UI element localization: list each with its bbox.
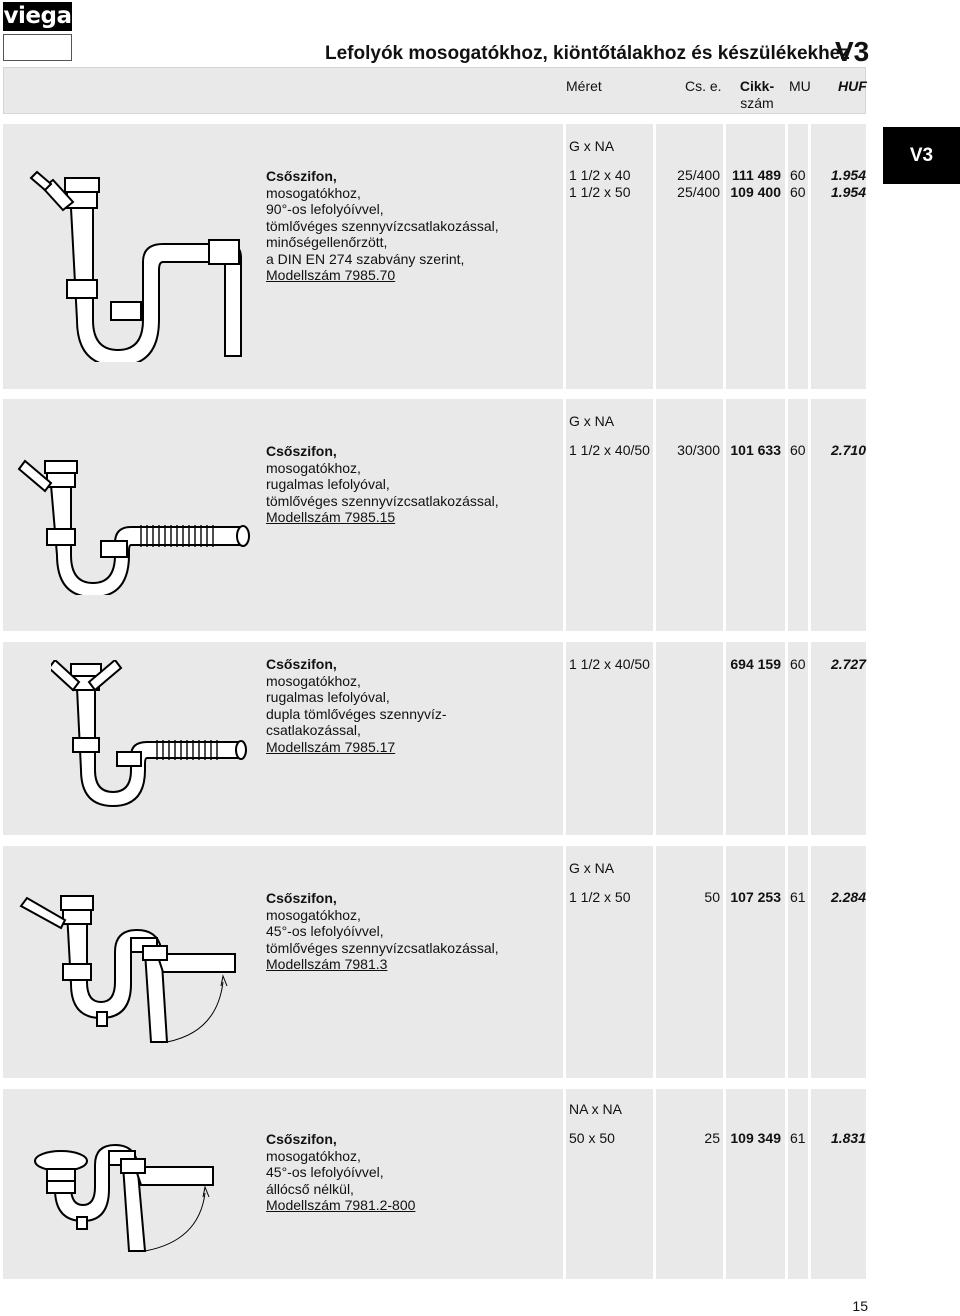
product-description: Csőszifon, mosogatókhoz, 90°-os lefolyóívvel, tömlővéges szennyvízcsatlakozással, minőségellenőrzött, a DIN EN 274 szabvány szerint, Modellszám 7985.70 — [266, 168, 499, 283]
product-row: Csőszifon, mosogatókhoz, rugalmas lefolyóval, tömlővéges szennyvízcsatlakozással, Modellszám 7985.15 G x NA 1 1/2 x 40/50 30/300 101 633 60 2.710 — [3, 399, 866, 631]
product-description: Csőszifon, mosogatókhoz, rugalmas lefolyóval, dupla tömlővéges szennyvíz- csatlakozással, Modellszám 7985.17 — [266, 656, 447, 755]
section-side-tab: V3 — [883, 127, 960, 184]
page-number: 15 — [852, 1298, 868, 1314]
size-subheader: G x NA — [569, 138, 615, 154]
page-title: Lefolyók mosogatókhoz, kiöntőtálakhoz és készülékekhez — [325, 43, 850, 64]
model-number-link[interactable]: Modellszám 7985.15 — [266, 509, 396, 525]
size-subheader: G x NA — [569, 413, 615, 429]
model-number-link[interactable]: Modellszám 7985.70 — [266, 267, 396, 283]
product-description: Csőszifon, mosogatókhoz, 45°-os lefolyóívvel, állócső nélkül, Modellszám 7981.2-800 — [266, 1131, 416, 1213]
logo-placeholder-box — [3, 34, 72, 61]
product-row: Csőszifon, mosogatókhoz, 45°-os lefolyóívvel, állócső nélkül, Modellszám 7981.2-800 NA x NA 50 x 50 25 109 349 61 1.831 — [3, 1089, 866, 1279]
section-code: V3 — [835, 36, 870, 67]
siphon-double-flexible-illustration — [51, 660, 251, 808]
viega-logo: viega — [3, 3, 72, 29]
model-number-link[interactable]: Modellszám 7981.2-800 — [266, 1197, 416, 1213]
col-mu: MU — [789, 78, 811, 94]
size-subheader: NA x NA — [569, 1101, 622, 1117]
siphon-45-no-pipe-illustration — [33, 1131, 263, 1271]
product-description: Csőszifon, mosogatókhoz, rugalmas lefolyóval, tömlővéges szennyvízcsatlakozással, Modellszám 7985.15 — [266, 443, 499, 525]
product-row: Csőszifon, mosogatókhoz, 45°-os lefolyóívvel, tömlővéges szennyvízcsatlakozással, Modellszám 7981.3 G x NA 1 1/2 x 50 50 107 253 61 2.284 — [3, 846, 866, 1078]
product-row: Csőszifon, mosogatókhoz, rugalmas lefolyóval, dupla tömlővéges szennyvíz- csatlakozással, Modellszám 7985.17 1 1/2 x 40/50 694 159 60 2.727 — [3, 642, 866, 835]
col-pkg: Cs. e. — [685, 78, 722, 94]
col-size: Méret — [566, 78, 602, 94]
size-subheader: G x NA — [569, 860, 615, 876]
column-header-bar — [3, 67, 866, 114]
product-description: Csőszifon, mosogatókhoz, 45°-os lefolyóívvel, tömlővéges szennyvízcsatlakozással, Modellszám 7981.3 — [266, 890, 499, 972]
col-article: Cikk- szám — [739, 78, 775, 111]
model-number-link[interactable]: Modellszám 7981.3 — [266, 956, 388, 972]
model-number-link[interactable]: Modellszám 7985.17 — [266, 738, 396, 755]
product-row: Csőszifon, mosogatókhoz, 90°-os lefolyóívvel, tömlővéges szennyvízcsatlakozással, minőségellenőrzött, a DIN EN 274 szabvány szerint, Modellszám 7985.70 G x NA 1 1/2 x 40 25/400 111 489 60 1.954 1 1/2 x 50 25/400 109 400 60 1.954 — [3, 124, 866, 389]
siphon-flexible-illustration — [11, 455, 261, 595]
siphon-90-illustration — [23, 170, 253, 362]
siphon-45-illustration — [17, 892, 257, 1072]
col-price: HUF — [838, 78, 867, 94]
